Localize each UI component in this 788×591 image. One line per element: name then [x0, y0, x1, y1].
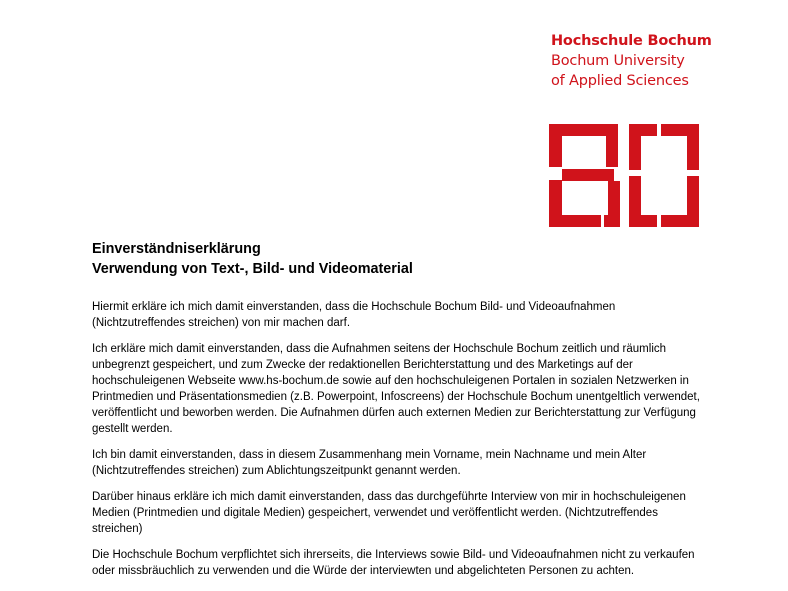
logo-line-3: of Applied Sciences [551, 73, 689, 89]
consent-document [92, 239, 704, 589]
bo-logo-icon [549, 124, 699, 227]
logo-line-1: Hochschule Bochum [551, 33, 712, 49]
document-subtitle: Verwendung von Text-, Bild- und Videomaterial [92, 261, 413, 277]
document-title: Einverständniserklärung [92, 241, 261, 257]
paragraph-4: Darüber hinaus erkläre ich mich damit einverstanden, dass das durchgeführte Interview von mir in hochschuleigenen Medien (Printmedien und digitale Medien) gespeichert, verwendet und veröffentlicht werden. (Nichtzutreffendes streichen) [92, 491, 686, 535]
university-name-logo [551, 31, 712, 91]
logo-line-2: Bochum University [551, 53, 685, 69]
paragraph-5: Die Hochschule Bochum verpflichtet sich ihrerseits, die Interviews sowie Bild- und Videoaufnahmen nicht zu verkaufen oder missbräuchlich zu verwenden und die Würde der interviewten und abgelichteten Personen zu achten. [92, 549, 695, 577]
paragraph-2: Ich erkläre mich damit einverstanden, dass die Aufnahmen seitens der Hochschule Bochum zeitlich und räumlich unbegrenzt gespeichert, und zum Zwecke der redaktionellen Berichterstattung und des Marketings auf der hochschuleigenen Webseite www.hs-bochum.de sowie auf den hochschuleigenen Portalen in sozialen Netzwerken in Printmedien und Präsentationsmedien (z.B. Powerpoint, Infoscreens) der Hochschule Bochum unentgeltlich verwendet, veröffentlicht und beworben werden. Die Aufnahmen dürfen auch externen Medien zur Berichterstattung zur Verfügung gestellt werden. [92, 343, 700, 435]
paragraph-1: Hiermit erkläre ich mich damit einverstanden, dass die Hochschule Bochum Bild- und Videoaufnahmen (Nichtzutreffendes streichen) von mir machen darf. [92, 301, 616, 329]
document-header [92, 239, 704, 279]
paragraph-3: Ich bin damit einverstanden, dass in diesem Zusammenhang mein Vorname, mein Nachname und mein Alter (Nichtzutreffendes streichen) zum Ablichtungszeitpunkt genannt werden. [92, 449, 647, 477]
